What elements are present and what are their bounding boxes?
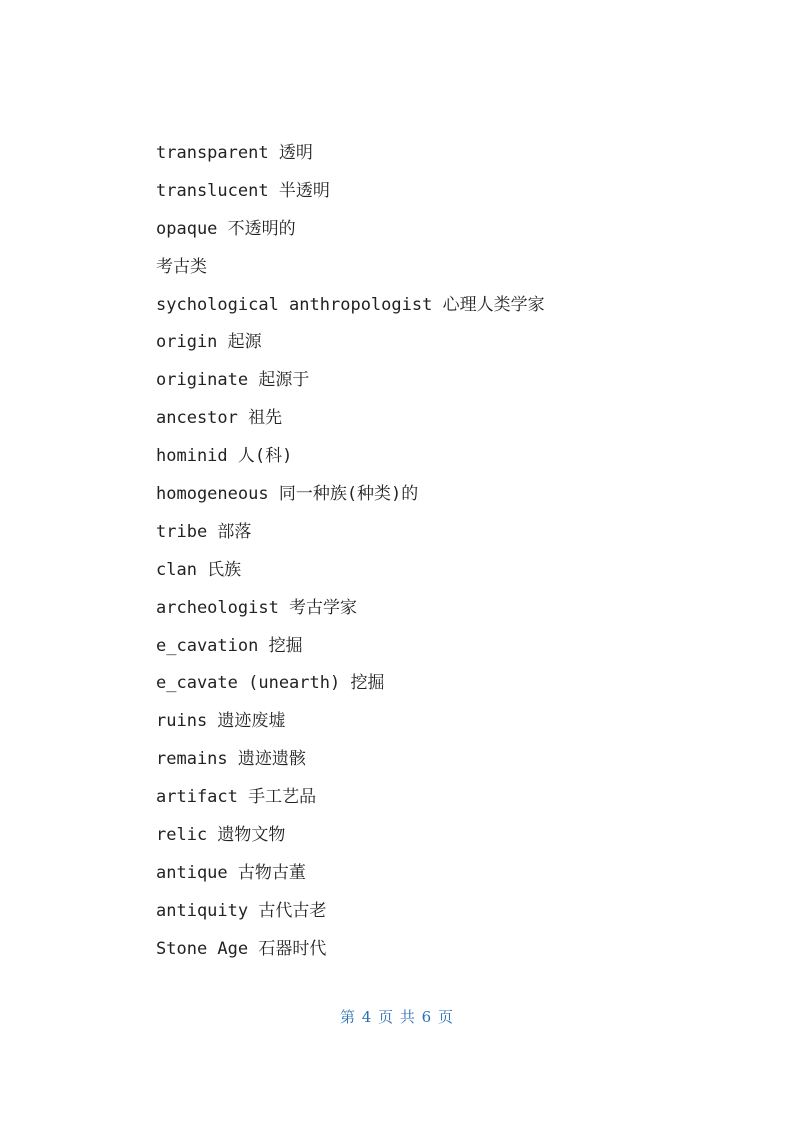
vocab-entry: hominid 人(科) (156, 446, 293, 467)
vocab-entry: Stone Age 石器时代 (156, 938, 327, 959)
vocab-entry: tribe 部落 (156, 521, 252, 542)
vocab-entry: artifact 手工艺品 (156, 787, 317, 808)
vocab-entry: ruins 遗迹废墟 (156, 711, 286, 732)
vocabulary-list (156, 135, 545, 969)
section-heading: 考古类 (156, 256, 207, 277)
page-number-footer: 第 4 页 共 6 页 (340, 1008, 454, 1026)
vocab-entry: opaque 不透明的 (156, 218, 296, 239)
vocab-entry: remains 遗迹遗骸 (156, 749, 306, 770)
vocab-entry: origin 起源 (156, 332, 262, 353)
vocab-entry: archeologist 考古学家 (156, 597, 358, 618)
vocab-entry: translucent 半透明 (156, 180, 330, 201)
vocab-entry: transparent 透明 (156, 143, 313, 163)
vocab-entry: antique 古物古董 (156, 862, 306, 883)
vocab-entry: clan 氏族 (156, 559, 242, 580)
vocab-entry: ancestor 祖先 (156, 408, 283, 429)
vocab-entry: e_cavate (unearth) 挖掘 (156, 673, 385, 694)
vocab-entry: relic 遗物文物 (156, 825, 286, 846)
vocab-entry: homogeneous 同一种族(种类)的 (156, 484, 419, 505)
vocab-entry: originate 起源于 (156, 370, 310, 391)
vocab-entry: e_cavation 挖掘 (156, 635, 303, 656)
vocab-entry: antiquity 古代古老 (156, 900, 327, 921)
vocab-entry: sychological anthropologist 心理人类学家 (156, 294, 545, 315)
